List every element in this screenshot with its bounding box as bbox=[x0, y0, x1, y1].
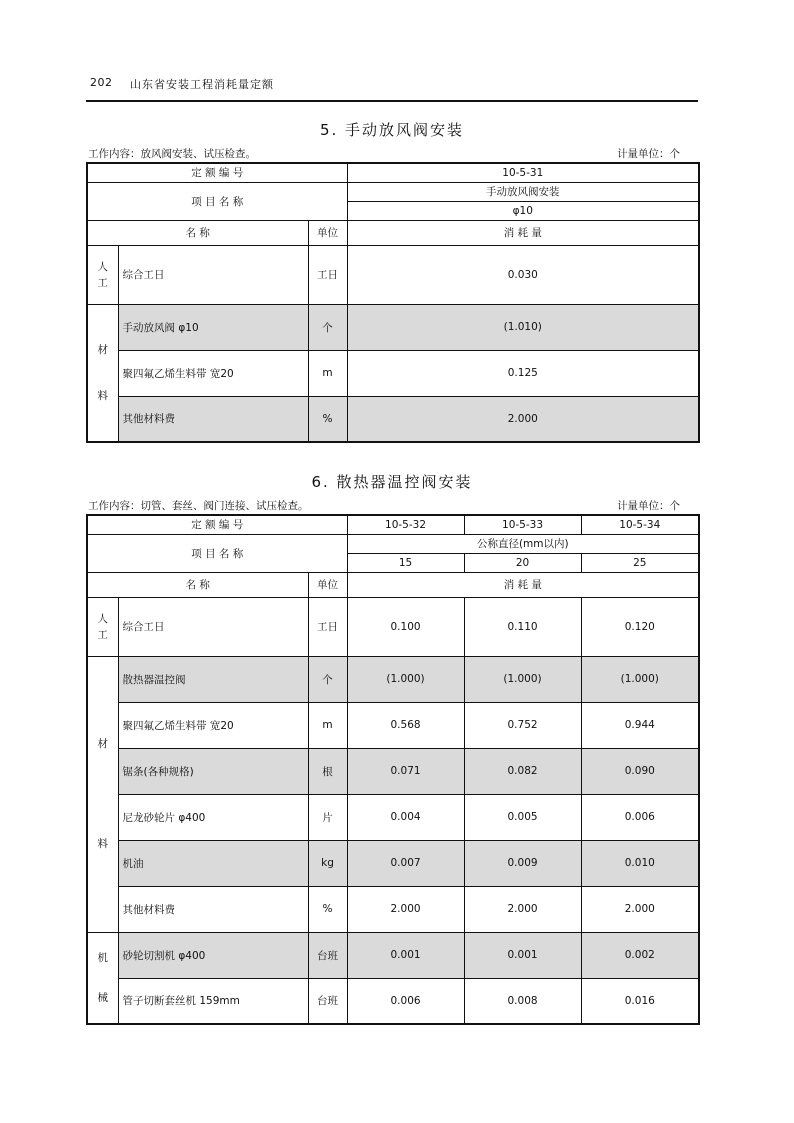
resource-value: 0.006 bbox=[347, 978, 464, 1024]
page-number: 202 bbox=[90, 76, 113, 89]
resource-value: 0.006 bbox=[581, 794, 699, 840]
resource-name: 聚四氟乙烯生料带 宽20 bbox=[118, 350, 308, 396]
resource-unit: 个 bbox=[308, 304, 347, 350]
resource-value: 2.000 bbox=[347, 396, 699, 442]
resource-value: 0.125 bbox=[347, 350, 699, 396]
resource-unit: 台班 bbox=[308, 978, 347, 1024]
resource-value: 0.001 bbox=[464, 932, 581, 978]
resource-unit: m bbox=[308, 350, 347, 396]
diameter-size: 15 bbox=[347, 553, 464, 572]
section5-work-content: 工作内容：放风阀安装、试压检查。 bbox=[88, 148, 256, 160]
resource-unit: 台班 bbox=[308, 932, 347, 978]
resource-value: 0.944 bbox=[581, 702, 699, 748]
resource-unit: % bbox=[308, 886, 347, 932]
resource-name: 其他材料费 bbox=[118, 396, 308, 442]
section6-unit: 计量单位：个 bbox=[617, 500, 680, 512]
section5-unit: 计量单位：个 bbox=[617, 148, 680, 160]
category-labor: 人 工 bbox=[87, 597, 118, 656]
col-unit-header: 单位 bbox=[308, 220, 347, 245]
resource-unit: 片 bbox=[308, 794, 347, 840]
resource-unit: 个 bbox=[308, 656, 347, 702]
section6-work-content: 工作内容：切管、套丝、阀门连接、试压检查。 bbox=[88, 500, 309, 512]
section6-table bbox=[86, 514, 700, 1025]
quota-code: 10-5-32 bbox=[347, 515, 464, 534]
diameter-size: 20 bbox=[464, 553, 581, 572]
item-name-label: 项 目 名 称 bbox=[87, 182, 347, 220]
resource-value: 2.000 bbox=[464, 886, 581, 932]
resource-name: 手动放风阀 φ10 bbox=[118, 304, 308, 350]
quota-code: 10-5-31 bbox=[347, 163, 699, 182]
resource-name: 综合工日 bbox=[118, 245, 308, 304]
resource-name: 综合工日 bbox=[118, 597, 308, 656]
resource-name: 尼龙砂轮片 φ400 bbox=[118, 794, 308, 840]
resource-unit: m bbox=[308, 702, 347, 748]
resource-value: (1.010) bbox=[347, 304, 699, 350]
resource-value: 0.082 bbox=[464, 748, 581, 794]
col-consume-header: 消 耗 量 bbox=[347, 572, 699, 597]
diameter-size: 25 bbox=[581, 553, 699, 572]
resource-unit: % bbox=[308, 396, 347, 442]
quota-code-label: 定 额 编 号 bbox=[87, 163, 347, 182]
resource-value: 0.110 bbox=[464, 597, 581, 656]
resource-name: 砂轮切割机 φ400 bbox=[118, 932, 308, 978]
quota-code: 10-5-34 bbox=[581, 515, 699, 534]
resource-name: 管子切断套丝机 159mm bbox=[118, 978, 308, 1024]
resource-name: 锯条(各种规格) bbox=[118, 748, 308, 794]
resource-value: 2.000 bbox=[581, 886, 699, 932]
resource-value: (1.000) bbox=[581, 656, 699, 702]
col-unit-header: 单位 bbox=[308, 572, 347, 597]
page-header bbox=[86, 74, 698, 102]
item-name: 手动放风阀安装 bbox=[347, 182, 699, 201]
resource-value: 0.030 bbox=[347, 245, 699, 304]
quota-code: 10-5-33 bbox=[464, 515, 581, 534]
resource-value: 0.071 bbox=[347, 748, 464, 794]
resource-value: (1.000) bbox=[347, 656, 464, 702]
quota-code-label: 定 额 编 号 bbox=[87, 515, 347, 534]
resource-value: 0.005 bbox=[464, 794, 581, 840]
resource-value: 0.010 bbox=[581, 840, 699, 886]
resource-unit: 工日 bbox=[308, 597, 347, 656]
resource-value: 0.016 bbox=[581, 978, 699, 1024]
resource-value: 0.004 bbox=[347, 794, 464, 840]
section6-title: 6. 散热器温控阀安装 bbox=[311, 473, 473, 491]
resource-name: 机油 bbox=[118, 840, 308, 886]
resource-unit: 根 bbox=[308, 748, 347, 794]
item-name-label: 项 目 名 称 bbox=[87, 534, 347, 572]
resource-value: 0.120 bbox=[581, 597, 699, 656]
category-labor: 人 工 bbox=[87, 245, 118, 304]
col-name-header: 名 称 bbox=[87, 220, 308, 245]
diameter-group-label: 公称直径(mm以内) bbox=[347, 534, 699, 553]
section5-table bbox=[86, 162, 700, 443]
resource-unit: 工日 bbox=[308, 245, 347, 304]
col-name-header: 名 称 bbox=[87, 572, 308, 597]
resource-name: 其他材料费 bbox=[118, 886, 308, 932]
resource-value: 0.100 bbox=[347, 597, 464, 656]
resource-value: 0.007 bbox=[347, 840, 464, 886]
resource-value: 0.001 bbox=[347, 932, 464, 978]
resource-value: 2.000 bbox=[347, 886, 464, 932]
col-consume-header: 消 耗 量 bbox=[347, 220, 699, 245]
resource-name: 散热器温控阀 bbox=[118, 656, 308, 702]
resource-value: 0.752 bbox=[464, 702, 581, 748]
resource-value: 0.002 bbox=[581, 932, 699, 978]
resource-value: 0.008 bbox=[464, 978, 581, 1024]
section5-title: 5. 手动放风阀安装 bbox=[319, 121, 465, 139]
resource-unit: kg bbox=[308, 840, 347, 886]
resource-value: 0.009 bbox=[464, 840, 581, 886]
resource-value: 0.568 bbox=[347, 702, 464, 748]
resource-value: (1.000) bbox=[464, 656, 581, 702]
category-machine: 机 械 bbox=[87, 932, 118, 1024]
category-material: 材 料 bbox=[87, 656, 118, 932]
resource-name: 聚四氟乙烯生料带 宽20 bbox=[118, 702, 308, 748]
book-title: 山东省安装工程消耗量定额 bbox=[130, 78, 274, 91]
item-spec: φ10 bbox=[347, 201, 699, 220]
category-material: 材 料 bbox=[87, 304, 118, 442]
resource-value: 0.090 bbox=[581, 748, 699, 794]
